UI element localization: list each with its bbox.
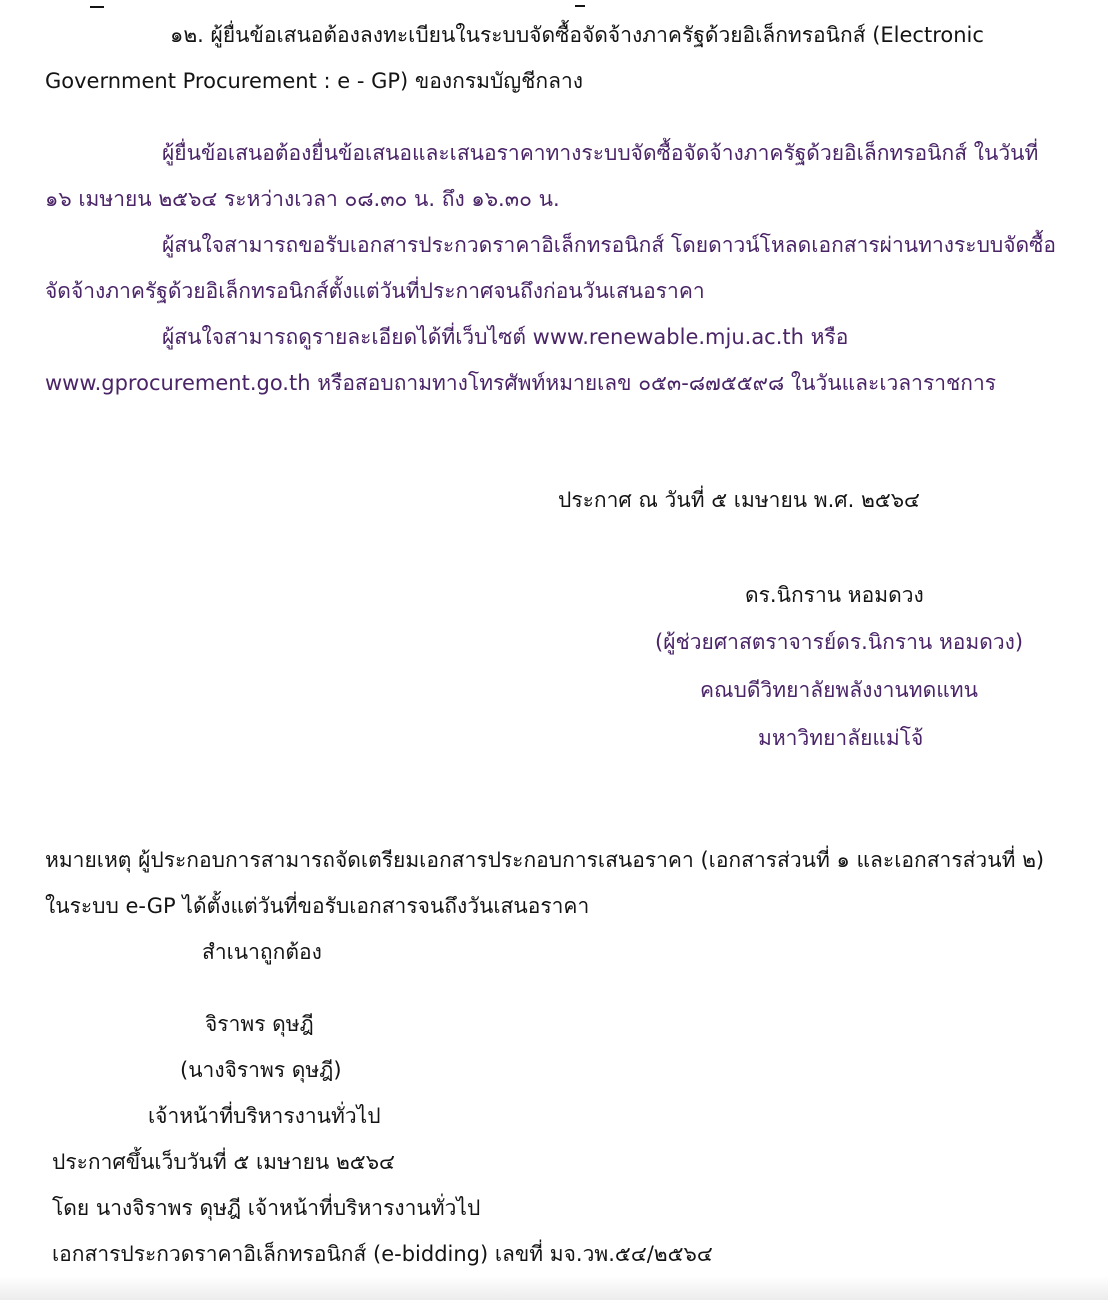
note-line1: หมายเหตุ ผู้ประกอบการสามารถจัดเตรียมเอกสารประกอบการเสนอราคา (เอกสารส่วนที่ ๑ และเอกสารส่วนที่ ๒) <box>45 848 1045 872</box>
certified-copy-label: สำเนาถูกต้อง <box>202 940 322 964</box>
download-line1: ผู้สนใจสามารถขอรับเอกสารประกวดราคาอิเล็กทรอนิกส์ โดยดาวน์โหลดเอกสารผ่านทางระบบจัดซื้อ <box>162 233 1057 257</box>
signatory-full-name: (ผู้ช่วยศาสตราจารย์ดร.นิกราน หอมดวง) <box>655 630 1024 654</box>
page-bottom-shade <box>0 1276 1108 1300</box>
submission-line1: ผู้ยื่นข้อเสนอต้องยื่นข้อเสนอและเสนอราคาทางระบบจัดซื้อจัดจ้างภาครัฐด้วยอิเล็กทรอนิกส์ ในวันที่ <box>162 141 1039 165</box>
cropped-text-fragment <box>575 0 585 7</box>
signatory-name: ดร.นิกราน หอมดวง <box>745 583 924 607</box>
download-line2: จัดจ้างภาครัฐด้วยอิเล็กทรอนิกส์ตั้งแต่วันที่ประกาศจนถึงก่อนวันเสนอราคา <box>45 279 705 303</box>
details-line1: ผู้สนใจสามารถดูรายละเอียดได้ที่เว็บไซต์ www.renewable.mju.ac.th หรือ <box>162 325 849 349</box>
signatory-university: มหาวิทยาลัยแม่โจ้ <box>758 726 924 750</box>
web-posting-by: โดย นางจิราพร ดุษฎี เจ้าหน้าที่บริหารงานทั่วไป <box>52 1196 481 1220</box>
copy-signer-position: เจ้าหน้าที่บริหารงานทั่วไป <box>148 1104 381 1128</box>
signatory-position: คณบดีวิทยาลัยพลังงานทดแทน <box>700 678 978 702</box>
note-line2: ในระบบ e-GP ได้ตั้งแต่วันที่ขอรับเอกสารจนถึงวันเสนอราคา <box>45 894 590 918</box>
announce-date: ประกาศ ณ วันที่ ๕ เมษายน พ.ศ. ๒๕๖๔ <box>558 488 920 512</box>
copy-signer-name: จิราพร ดุษฎี <box>205 1012 314 1036</box>
cropped-text-fragment <box>90 0 104 8</box>
item12-line1: ๑๒. ผู้ยื่นข้อเสนอต้องลงทะเบียนในระบบจัดซื้อจัดจ้างภาครัฐด้วยอิเล็กทรอนิกส์ (Electronic <box>170 23 984 47</box>
item12-line2: Government Procurement : e - GP) ของกรมบัญชีกลาง <box>45 69 584 93</box>
web-posting-date: ประกาศขึ้นเว็บวันที่ ๕ เมษายน ๒๕๖๔ <box>52 1150 395 1174</box>
copy-signer-full-name: (นางจิราพร ดุษฎี) <box>180 1058 342 1082</box>
details-line2: www.gprocurement.go.th หรือสอบถามทางโทรศัพท์หมายเลข ๐๕๓-๘๗๕๕๙๘ ในวันและเวลาราชการ <box>45 371 997 395</box>
web-posting-doc-number: เอกสารประกวดราคาอิเล็กทรอนิกส์ (e-bidding) เลขที่ มจ.วพ.๕๔/๒๕๖๔ <box>52 1242 713 1266</box>
submission-line2: ๑๖ เมษายน ๒๕๖๔ ระหว่างเวลา ๐๘.๓๐ น. ถึง ๑๖.๓๐ น. <box>45 187 560 211</box>
